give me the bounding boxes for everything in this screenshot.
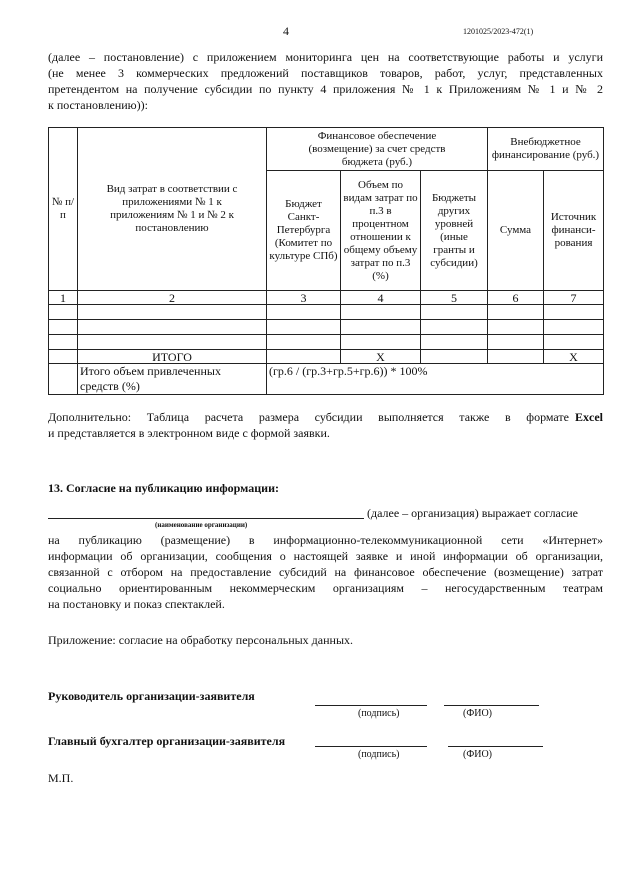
col-number: 1: [49, 291, 78, 305]
additional-line: Дополнительно: Таблица расчета размера субсидии выполняется также в формате: [48, 410, 569, 424]
header-budget-group: Финансовое обеспечение (возмещение) за счет средств бюджета (руб.): [267, 128, 488, 171]
subsidy-calculation-table: [48, 127, 604, 395]
header-expense-type: Вид затрат в соответствии с приложениями № 1 к приложениям № 1 и № 2 к постановлению: [78, 128, 267, 291]
table-row: [49, 320, 604, 335]
total-label: ИТОГО: [78, 350, 267, 364]
col-number: 5: [421, 291, 488, 305]
organization-name-caption: (наименование организации): [155, 521, 248, 529]
accountant-signature-field[interactable]: [315, 746, 427, 747]
attracted-funds-label: Итого объем привлеченных средств (%): [78, 364, 267, 395]
consent-line: на постановку и показ спектаклей.: [48, 597, 225, 611]
intro-line: (далее – постановление) с приложением мониторинга цен на соответствующие работы и услуги: [48, 50, 603, 64]
header-extra-budget-group: Внебюджетное финансирование (руб.): [488, 128, 604, 171]
accountant-name-field[interactable]: [448, 746, 543, 747]
attracted-funds-formula: (гр.6 / (гр.3+гр.5+гр.6)) * 100%: [267, 364, 604, 395]
header-share: Объем по видам затрат по п.3 в процентном отношении к общему объему затрат по п.3 (%): [341, 171, 421, 291]
col-number: 3: [267, 291, 341, 305]
page-number: 4: [283, 24, 289, 38]
header-sum: Сумма: [488, 171, 544, 291]
name-caption: (ФИО): [463, 708, 493, 719]
intro-line: претендентом на получение субсидии по пункту 4 приложения № 1 к Приложениям № 1 и № 2: [48, 82, 603, 96]
intro-line: (не менее 3 коммерческих предложений поставщиков товаров, работ, услуг, представленных: [48, 66, 603, 80]
intro-line: к постановлению)):: [48, 98, 148, 112]
appendix-note: Приложение: согласие на обработку персональных данных.: [48, 633, 354, 647]
accountant-signature-label: Главный бухгалтер организации-заявителя: [48, 734, 286, 748]
head-signature-label: Руководитель организации-заявителя: [48, 689, 255, 703]
col-number: 7: [544, 291, 604, 305]
header-source: Источник финанси-рования: [544, 171, 604, 291]
total-x-col4: X: [341, 350, 421, 364]
consent-line: связанной с отбором на предоставление субсидий на финансовое обеспечение (возмещение) затрат: [48, 565, 603, 579]
document-code: 1201025/2023-472(1): [463, 27, 534, 36]
total-x-col7: X: [544, 350, 604, 364]
organization-name-field[interactable]: [48, 518, 364, 519]
head-name-field[interactable]: [444, 705, 539, 706]
table-row: [49, 335, 604, 350]
section-13-heading: 13. Согласие на публикацию информации:: [48, 481, 280, 495]
signature-caption: (подпись): [358, 708, 400, 719]
header-other-budgets: Бюджеты других уровней (иные гранты и субсидии): [421, 171, 488, 291]
consent-line: информации об организации, сообщения о настоящей заявке и иной информации об организации,: [48, 549, 603, 563]
header-num: № п/п: [49, 128, 78, 291]
col-number: 2: [78, 291, 267, 305]
consent-line: социально ориентированным некоммерческим организациям – негосударственным театрам: [48, 581, 603, 595]
additional-note: [48, 409, 603, 425]
head-signature-field[interactable]: [315, 705, 427, 706]
signature-caption: (подпись): [358, 749, 400, 760]
name-caption: (ФИО): [463, 749, 493, 760]
additional-line: и представляется в электронном виде с формой заявки.: [48, 426, 330, 440]
header-spb-budget: Бюджет Санкт-Петербурга (Комитет по культуре СПб): [267, 171, 341, 291]
table-row: [49, 305, 604, 320]
consent-first-line: (далее – организация) выражает согласие: [367, 506, 578, 520]
consent-line: на публикацию (размещение) в информационно-телекоммуникационной сети «Интернет»: [48, 533, 603, 547]
col-number: 4: [341, 291, 421, 305]
stamp-place: М.П.: [48, 771, 74, 785]
col-number: 6: [488, 291, 544, 305]
excel-format: Excel: [575, 410, 603, 424]
